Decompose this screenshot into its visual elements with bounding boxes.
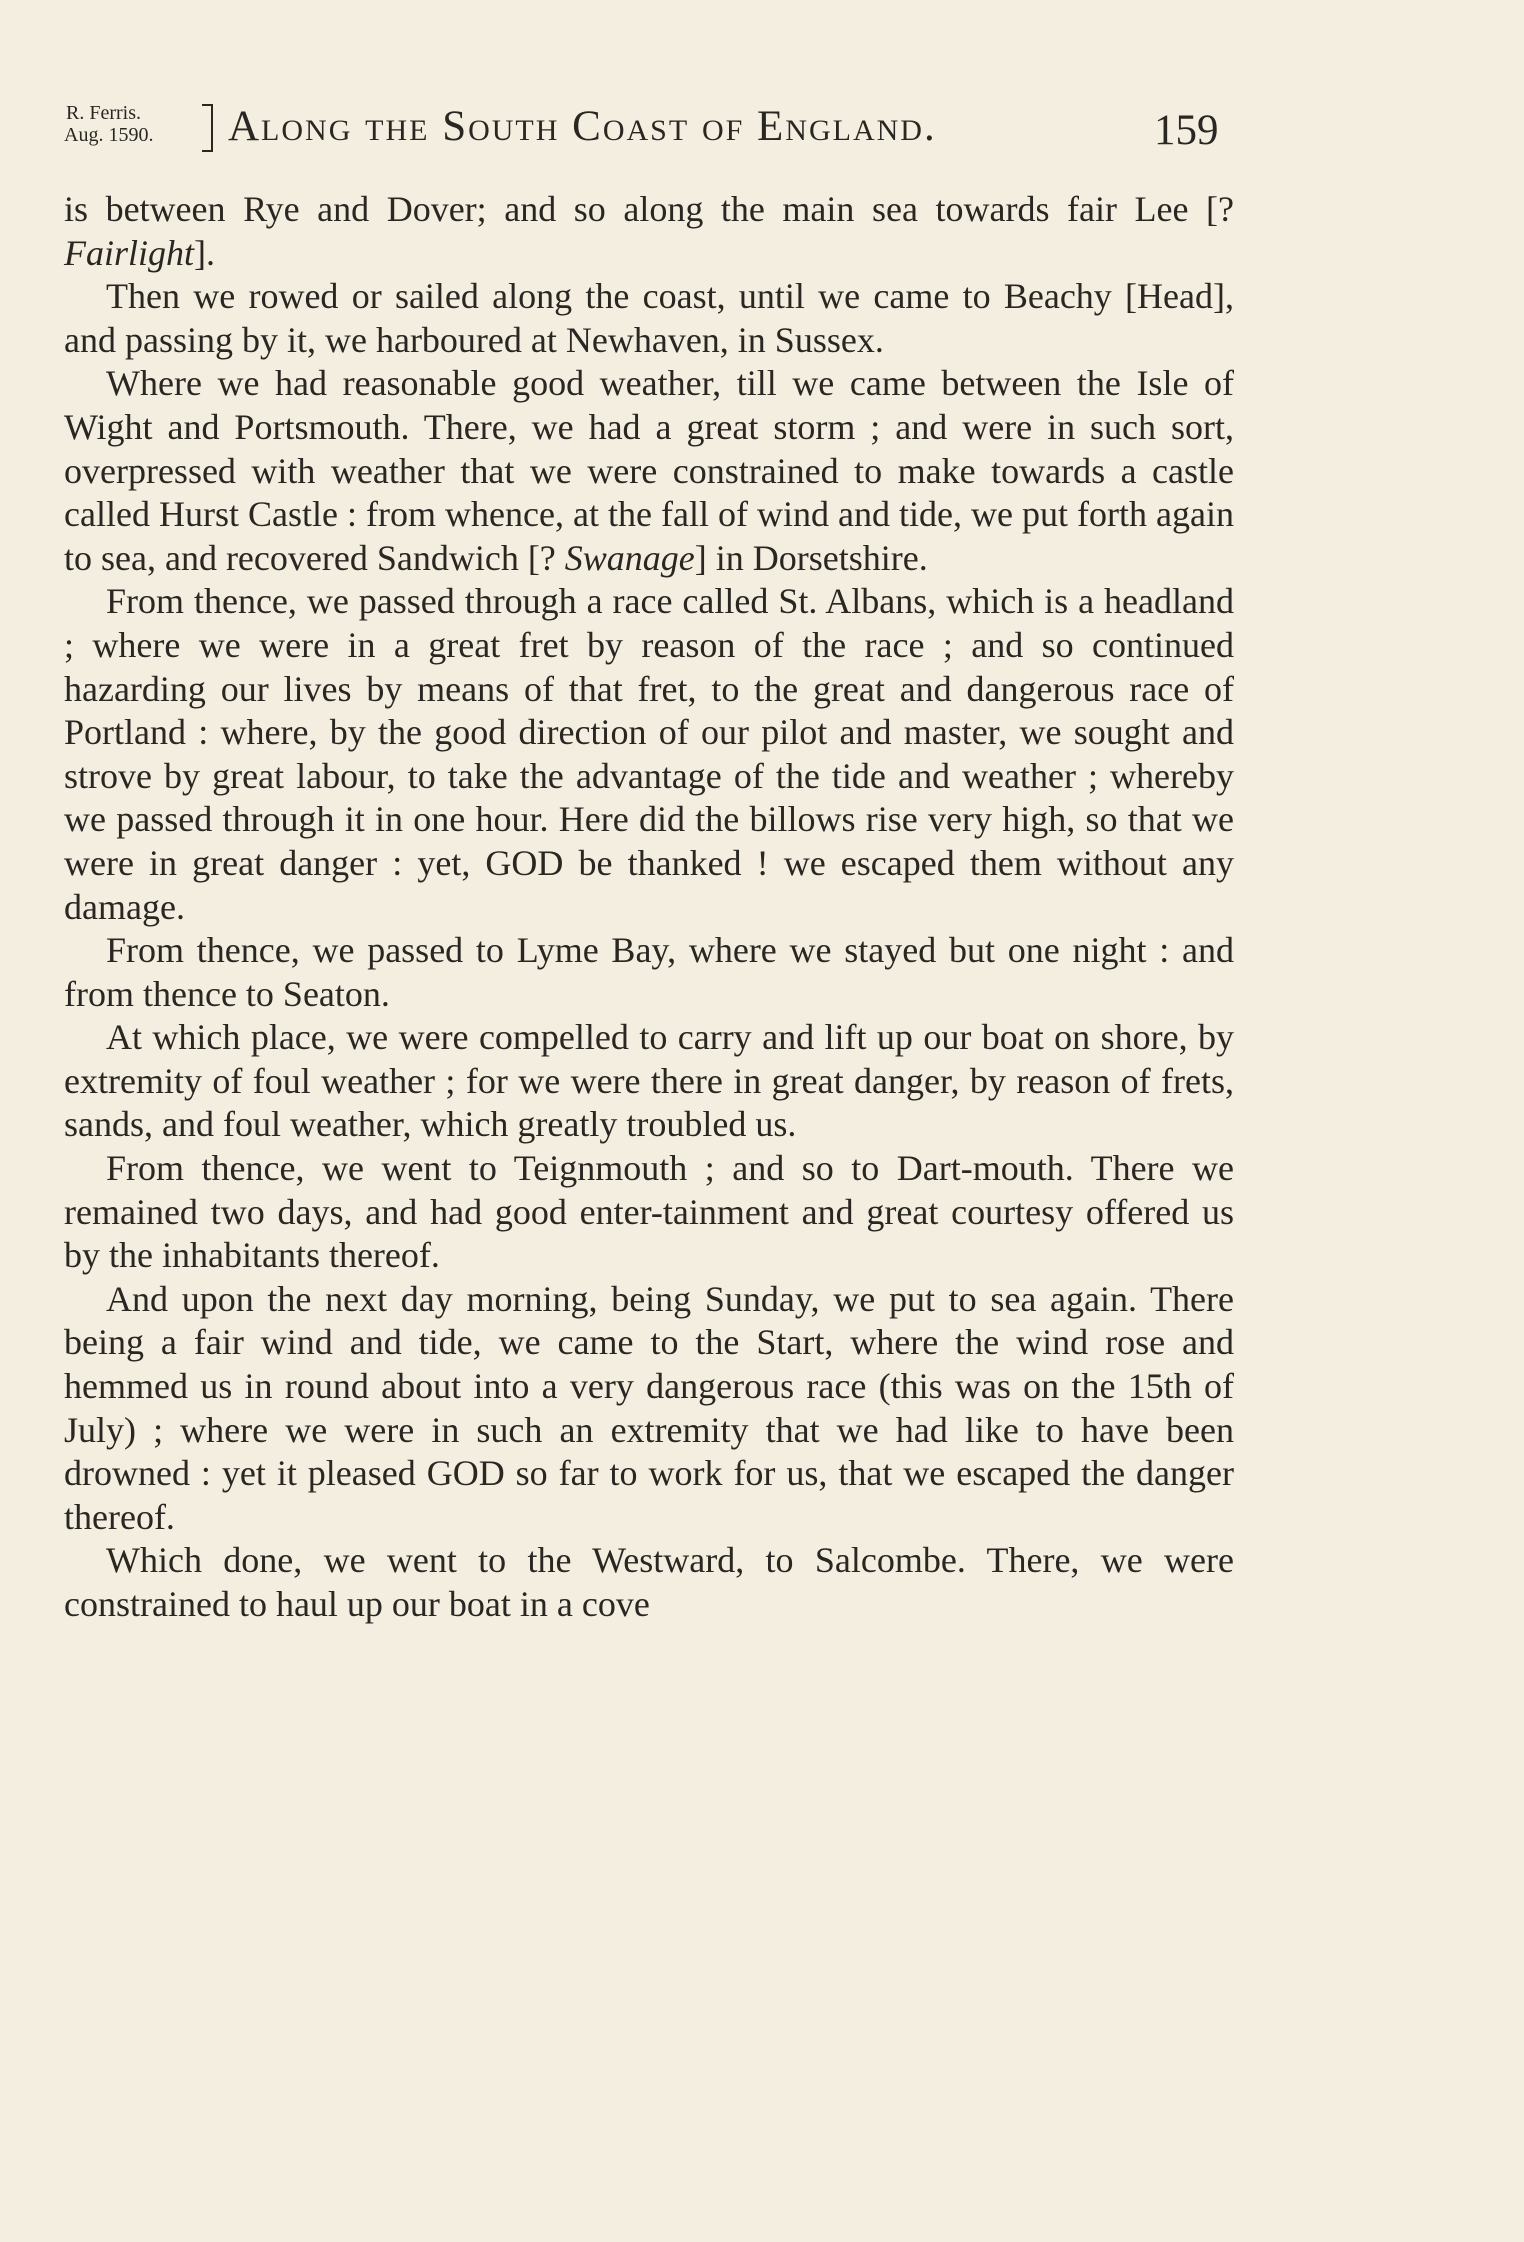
paragraph-text: From thence, we went to Teignmouth ; and so to Dart-mouth. There we remained two days, and had good enter-tainment and great courtesy offered us by the inhabitants thereof.	[64, 1148, 1234, 1276]
paragraph	[64, 1539, 1234, 1626]
paragraph-text: Where we had reasonable good weather, till we came between the Isle of Wight and Portsmouth. There, we had a great storm ; and were in such sort, overpressed with weather that we were constrained to make towards a castle called Hurst Castle : from whence, at the fall of wind and tide, we put forth again to sea, and recovered Sandwich [?	[64, 363, 1234, 578]
side-note-date: Aug. 1590.	[64, 124, 154, 146]
running-title: Along the South Coast of England.	[228, 103, 937, 150]
side-note-bracket	[202, 104, 213, 152]
paragraph	[64, 362, 1234, 580]
page-number: 159	[1154, 107, 1219, 154]
paragraph-text: is between Rye and Dover; and so along the main sea towards fair Lee [?	[64, 189, 1234, 229]
paragraph-text: ].	[194, 232, 216, 273]
paragraph	[64, 1016, 1234, 1147]
book-page	[64, 96, 1234, 1627]
paragraph	[64, 580, 1234, 929]
paragraph-text: Then we rowed or sailed along the coast, until we came to Beachy [Head], and passing by it, we harboured at Newhaven, in Sussex.	[64, 276, 1234, 360]
paragraph	[64, 1278, 1234, 1540]
running-head	[64, 96, 1234, 166]
place-name-italic: Swanage	[564, 537, 695, 578]
side-note	[64, 102, 204, 146]
side-note-author: R. Ferris.	[66, 102, 141, 124]
paragraph-text: ] in Dorsetshire.	[694, 537, 928, 578]
paragraph-text: At which place, we were compelled to carry and lift up our boat on shore, by extremity of foul weather ; for we were there in great danger, by reason of frets, sands, and foul weather, which greatly troubled us.	[64, 1017, 1234, 1145]
paragraph	[64, 929, 1234, 1016]
paragraph-text: And upon the next day morning, being Sunday, we put to sea again. There being a fair wind and tide, we came to the Start, where the wind rose and hemmed us in round about into a very dangerous race (this was on the 15th of July) ; where we were in such an extremity that we had like to have been drowned : yet it pleased GOD so far to work for us, that we escaped the danger thereof.	[64, 1278, 1234, 1537]
paragraph	[64, 275, 1234, 362]
paragraph-text: From thence, we passed through a race called St. Albans, which is a headland ; where we were in a great fret by reason of the race ; and so continued hazarding our lives by means of that fret, to the great and dangerous race of Portland : where, by the good direction of our pilot and master, we sought and strove by great labour, to take the advantage of the tide and weather ; whereby we passed through it in one hour. Here did the billows rise very high, so that we were in great danger : yet, GOD be thanked ! we escaped them without any damage.	[64, 581, 1234, 927]
place-name-italic: Fairlight	[64, 232, 195, 273]
paragraph	[64, 1147, 1234, 1278]
body-text	[64, 188, 1234, 1627]
paragraph	[64, 188, 1234, 275]
paragraph-text: From thence, we passed to Lyme Bay, where we stayed but one night : and from thence to Seaton.	[64, 930, 1234, 1014]
paragraph-text: Which done, we went to the Westward, to Salcombe. There, we were constrained to haul up our boat in a cove	[64, 1540, 1234, 1624]
